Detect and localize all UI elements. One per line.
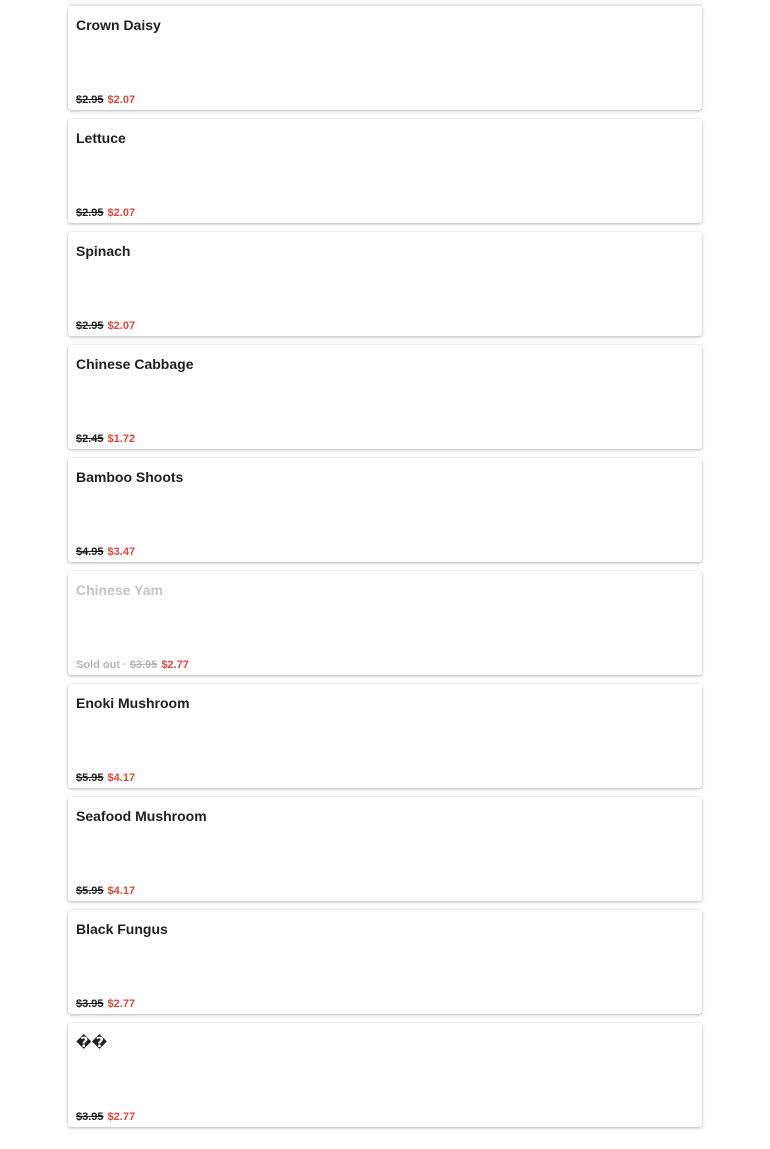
- menu-item-card[interactable]: [68, 458, 702, 562]
- price-row: [76, 998, 135, 1010]
- price-row: [76, 772, 135, 784]
- original-price: $2.45: [76, 433, 104, 445]
- sale-price: $2.07: [107, 320, 136, 332]
- original-price: $3.95: [76, 998, 104, 1010]
- menu-item-card[interactable]: [68, 684, 702, 788]
- previous-item-card-edge: [68, 0, 702, 4]
- item-name: Crown Daisy: [76, 17, 161, 33]
- item-name: Black Fungus: [76, 921, 168, 937]
- menu-item-card[interactable]: [68, 1023, 702, 1127]
- menu-item-card[interactable]: [68, 345, 702, 449]
- sale-price: $4.17: [107, 885, 136, 897]
- sale-price: $2.07: [107, 207, 136, 219]
- price-row: [76, 1111, 135, 1123]
- menu-item-card[interactable]: [68, 119, 702, 223]
- price-row: [76, 659, 189, 671]
- item-name: Lettuce: [76, 130, 126, 146]
- original-price: $2.95: [76, 207, 104, 219]
- item-name: Bamboo Shoots: [76, 469, 184, 485]
- sale-price: $2.77: [107, 998, 136, 1010]
- sale-price: $4.17: [107, 772, 136, 784]
- price-row: [76, 207, 135, 219]
- original-price: $5.95: [76, 772, 104, 784]
- original-price: $2.95: [76, 94, 104, 106]
- price-row: [76, 94, 135, 106]
- menu-item-card[interactable]: [68, 6, 702, 110]
- menu-item-list: [68, 6, 702, 1136]
- item-name: Spinach: [76, 243, 131, 259]
- sale-price: $2.77: [161, 659, 189, 671]
- price-row: [76, 433, 135, 445]
- sale-price: $1.72: [107, 433, 136, 445]
- item-name: Enoki Mushroom: [76, 695, 190, 711]
- sale-price: $2.07: [107, 94, 136, 106]
- price-row: [76, 320, 135, 332]
- sold-out-label: Sold out ·: [76, 659, 127, 671]
- menu-item-card[interactable]: [68, 797, 702, 901]
- price-row: [76, 885, 135, 897]
- original-price: $3.95: [129, 659, 158, 671]
- original-price: $2.95: [76, 320, 104, 332]
- original-price: $4.95: [76, 546, 104, 558]
- item-name: Chinese Cabbage: [76, 356, 194, 372]
- item-name: Chinese Yam: [76, 582, 163, 598]
- menu-item-card[interactable]: [68, 232, 702, 336]
- original-price: $5.95: [76, 885, 104, 897]
- price-row: [76, 546, 135, 558]
- menu-item-card-sold-out: [68, 571, 702, 675]
- original-price: $3.95: [76, 1111, 104, 1123]
- item-name: Seafood Mushroom: [76, 808, 207, 824]
- sale-price: $3.47: [107, 546, 136, 558]
- menu-item-card[interactable]: [68, 910, 702, 1014]
- item-name: ��: [76, 1034, 108, 1050]
- sale-price: $2.77: [107, 1111, 136, 1123]
